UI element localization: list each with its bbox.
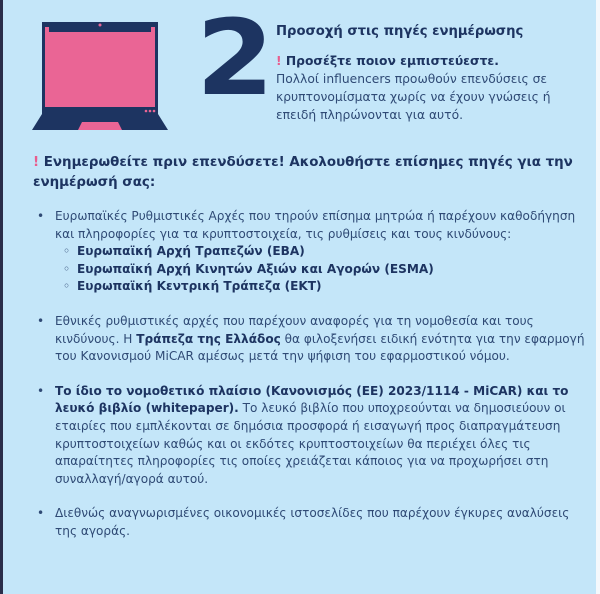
- sub-list: [55, 243, 585, 296]
- sub-item-esma: ◦ Ευρωπαϊκή Αρχή Κινητών Αξιών και Αγορών (ESMA): [77, 261, 585, 279]
- list-item-text: Εθνικές ρυθμιστικές αρχές που παρέχουν αναφορές για τη νομοθεσία και τους κινδύνους. Η: [55, 313, 534, 346]
- sources-headline: [33, 153, 578, 193]
- right-edge: [596, 0, 600, 594]
- list-item-national-authorities: [55, 313, 585, 366]
- exclamation-icon: !: [276, 54, 282, 68]
- list-item-european-authorities: [55, 208, 585, 296]
- list-item-financial-websites: [55, 505, 585, 540]
- list-item-text: Ευρωπαϊκές Ρυθμιστικές Αρχές που τηρούν επίσημα μητρώα ή παρέχουν καθοδήγηση και πληροφορίες για τα κρυπτοστοιχεία, τις ρυθμίσεις και τους κινδύνους:: [55, 209, 576, 241]
- exclamation-icon: !: [33, 155, 40, 170]
- intro-lead-text: Προσέξτε ποιον εμπιστεύεστε.: [285, 54, 499, 68]
- sources-headline-text: Ενημερωθείτε πριν επενδύσετε! Ακολουθήστε επίσημες πηγές για την ενημέρωσή σας:: [33, 155, 573, 190]
- list-item-text: θα φιλοξενήσει ειδική ενότητα για την εφαρμογή του Κανονισμού MiCAR αμέσως μετά την ψήφιση του εφαρμοστικού νόμου.: [55, 331, 585, 364]
- bank-of-greece: Τράπεζα της Ελλάδος: [136, 331, 281, 346]
- micar-regulation: Το ίδιο το νομοθετικό πλαίσιο (Κανονισμός (ΕΕ) 2023/1114 - MiCAR) και το λευκό βιβλίο (whitepaper).: [55, 383, 569, 416]
- list-item-legal-framework: [55, 383, 585, 489]
- sub-item-eba: ◦ Ευρωπαϊκή Αρχή Τραπεζών (EBA): [77, 243, 585, 261]
- intro-lead: [276, 53, 586, 70]
- intro-body: Πολλοί influencers προωθούν επενδύσεις σε κρυπτονομίσματα χωρίς να έχουν γνώσεις ή επειδή πληρώνονται για αυτό.: [276, 72, 551, 122]
- list-item-text: Διεθνώς αναγνωρισμένες οικονομικές ιστοσελίδες που παρέχουν έγκυρες αναλύσεις της αγοράς.: [55, 506, 570, 538]
- sources-list: [33, 208, 585, 558]
- section-title: Προσοχή στις πηγές ενημέρωσης: [276, 24, 524, 39]
- sub-item-ecb: ◦ Ευρωπαϊκή Κεντρική Τράπεζα (ΕΚΤ): [77, 278, 585, 296]
- list-item-text: Το λευκό βιβλίο που υποχρεούνται να δημοσιεύουν οι εταιρίες που εμπλέκονται σε δημόσια προσφορά ή εισαγωγή προς διαπραγμάτευση κρυπτοστοιχείων καθώς και οι εκδότες κρυπτοστοιχείων θα περιέχει όλες τις απαραίτητες πληροφορίες τις οποίες χρειάζεται κάποιος για να προχωρήσει στη συναλλαγή/αγορά αυτού.: [55, 401, 566, 486]
- laptop-icon: [30, 20, 170, 132]
- step-number: 2: [196, 0, 273, 119]
- intro-block: [276, 23, 586, 124]
- left-edge: [0, 0, 3, 594]
